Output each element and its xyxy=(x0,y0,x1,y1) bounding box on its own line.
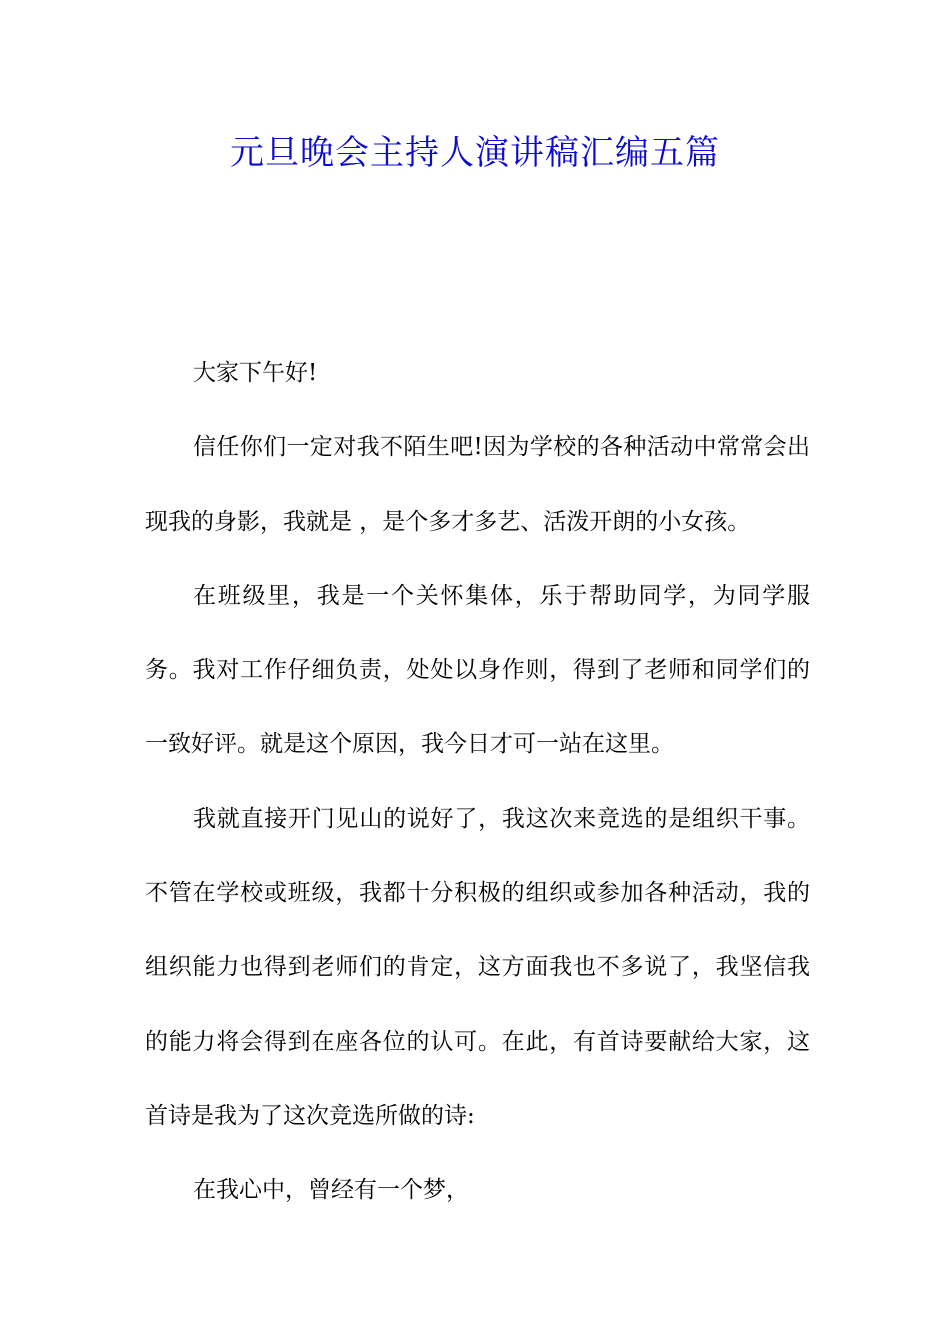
document-title: 元旦晚会主持人演讲稿汇编五篇 xyxy=(230,133,720,173)
paragraph-greeting: 大家下午好! xyxy=(193,360,318,386)
paragraph-class-service: 在班级里，我是一个关怀集体，乐于帮助同学，为同学服务。我对工作仔细负责，处处以身作则，得到了老师和同学们的一致好评。就是这个原因，我今日才可一站在这里。 xyxy=(145,582,810,758)
paragraph-campaign: 我就直接开门见山的说好了，我这次来竞选的是组织干事。不管在学校或班级，我都十分积极的组织或参加各种活动，我的组织能力也得到老师们的肯定，这方面我也不多说了，我坚信我的能力将会得到在座各位的认可。在此，有首诗要献给大家，这首诗是我为了这次竞选所做的诗: xyxy=(145,805,810,1129)
paragraph-introduction: 信任你们一定对我不陌生吧!因为学校的各种活动中常常会出现我的身影，我就是 ，是个多才多艺、活泼开朗的小女孩。 xyxy=(145,434,810,535)
document-body xyxy=(145,336,810,1228)
paragraph-poem-line: 在我心中，曾经有一个梦， xyxy=(193,1177,469,1204)
